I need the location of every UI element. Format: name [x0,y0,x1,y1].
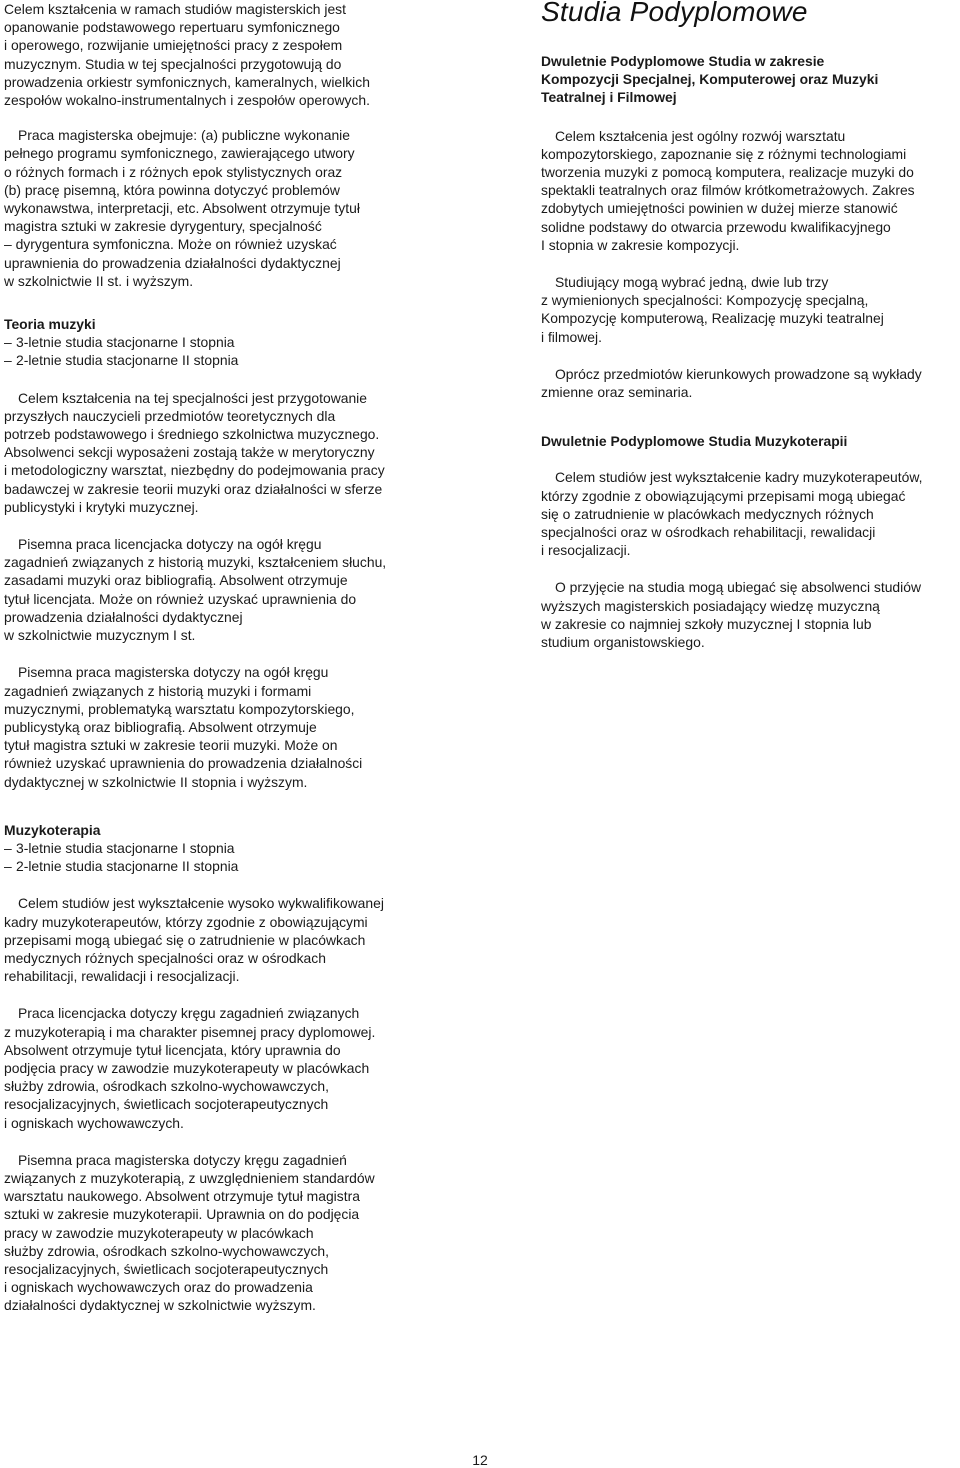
music-therapy-level-item: – 2-letnie studia stacjonarne II stopnia [4,858,239,875]
composition-postgrad-section [541,52,959,401]
therapy-postgrad-paragraph-1: Celem studiów jest wykształcenie kadry muzykoterapeutów, którzy zgodnie z obowiązującymi przepisami mogą ubiegać się o zatrudnienie w placówkach medycznych różnych specjalności oraz w ośrodkach rehabilitacji, rewalidacji i resocjalizacji. [541,469,923,559]
conducting-thesis-paragraph: Praca magisterska obejmuje: (a) publiczne wykonanie pełnego programu symfonicznego, zawierającego utwory o różnych formach i z różnych epok stylistycznych oraz (b) pracę pisemną, która powinna dotyczyć problemów wykonawstwa, interpretacji, etc. Absolwent otrzymuje tytuł magistra sztuki w zakresie dyrygentury, specjalność – dyrygentura symfoniczna. Może on również uzyskać uprawnienia do prowadzenia działalności dydaktycznej w szkolnictwie II st. i wyższym. [4,127,360,289]
therapy-postgrad-section [541,432,959,651]
composition-postgrad-paragraph-2: Studiujący mogą wybrać jedną, dwie lub trzy z wymienionych specjalności: Kompozycję specjalną, Kompozycję komputerową, Realizację muzyki teatralnej i filmowej. [541,274,884,345]
theory-section [4,315,434,791]
theory-paragraph-2: Pisemna praca licencjacka dotyczy na ogół kręgu zagadnień związanych z historią muzyki, kształceniem słuchu, zasadami muzyki oraz bibliografią. Absolwent otrzymuje tytuł licencjata. Może on również uzyskać uprawnienia do prowadzenia działalności dydaktycznej w szkolnictwie muzycznym I st. [4,536,387,644]
theory-heading: Teoria muzyki [4,316,96,333]
theory-level-label: 3-letnie studia stacjonarne I stopnia [16,334,235,351]
therapy-postgrad-heading: Dwuletnie Podyplomowe Studia Muzykoterapii [541,433,848,450]
music-therapy-paragraph-1: Celem studiów jest wykształcenie wysoko wykwalifikowanej kadry muzykoterapeutów, którzy zgodnie z obowiązującymi przepisami mogą ubiegać się o zatrudnienie w placówkach medycznych różnych specjalności oraz w ośrodkach rehabilitacji, rewalidacji i resocjalizacji. [4,895,384,985]
music-therapy-level-label: 2-letnie studia stacjonarne II stopnia [16,858,239,875]
music-therapy-level-label: 3-letnie studia stacjonarne I stopnia [16,839,235,856]
left-column [4,0,434,1315]
theory-level-item: – 3-letnie studia stacjonarne I stopnia [4,334,235,351]
therapy-postgrad-paragraph-2: O przyjęcie na studia mogą ubiegać się absolwenci studiów wyższych magisterskich posiadający wiedzę muzyczną w zakresie co najmniej szkoły muzycznej I stopnia lub studium organistowskiego. [541,579,921,651]
music-therapy-section [4,821,434,1315]
theory-level-item: – 2-letnie studia stacjonarne II stopnia [4,352,239,369]
composition-postgrad-heading: Dwuletnie Podyplomowe Studia w zakresie Kompozycji Specjalnej, Komputerowej oraz Muzyki Teatralnej i Filmowej [541,53,879,106]
conducting-intro-paragraph: Celem kształcenia w ramach studiów magisterskich jest opanowanie podstawowego repertuaru symfonicznego i operowego, rozwijanie umiejętności pracy z zespołem muzycznym. Studia w tej specjalności przygotowują do prowadzenia orkiestr symfonicznych, kameralnych, wielkich zespołów wokalno-instrumentalnych i zespołów operowych. [4,1,370,109]
theory-paragraph-3: Pisemna praca magisterska dotyczy na ogół kręgu zagadnień związanych z historią muzyki i formami muzycznymi, problematyką warsztatu kompozytorskiego, publicystyką oraz bibliografią. Absolwent otrzymuje tytuł magistra sztuki w zakresie teorii muzyki. Może on również uzyskać uprawnienia do prowadzenia działalności dydaktycznej w szkolnictwie II stopnia i wyższym. [4,664,363,790]
theory-levels-list [4,333,434,369]
music-therapy-levels-list [4,839,434,875]
page-number: 12 [472,1452,488,1468]
music-therapy-level-item: – 3-letnie studia stacjonarne I stopnia [4,839,235,856]
composition-postgrad-paragraph-3: Oprócz przedmiotów kierunkowych prowadzone są wykłady zmienne oraz seminaria. [541,365,922,401]
theory-level-label: 2-letnie studia stacjonarne II stopnia [16,352,239,369]
music-therapy-heading: Muzykoterapia [4,821,101,838]
music-therapy-paragraph-2: Praca licencjacka dotyczy kręgu zagadnień związanych z muzykoterapią i ma charakter pisemnej pracy dyplomowej. Absolwent otrzymuje tytuł licencjata, który uprawnia do podjęcia pracy w zawodzie muzykoterapeuty w placówkach służby zdrowia, ośrodkach szkolno-wychowawczych, resocjalizacyjnych, świetlicach socjoterapeutycznych i ogniskach wychowawczych. [4,1005,376,1131]
theory-paragraph-1: Celem kształcenia na tej specjalności jest przygotowanie przyszłych nauczycieli przedmiotów teoretycznych dla potrzeb podstawowego i średniego szkolnictwa muzycznego. Absolwenci sekcji wyposażeni zostają także w merytoryczny i metodologiczny warsztat, niezbędny do podejmowania pracy badawczej w zakresie teorii muzyki oraz działalności w sferze publicystyki i krytyki muzycznej. [4,389,385,515]
composition-postgrad-paragraph-1: Celem kształcenia jest ogólny rozwój warsztatu kompozytorskiego, zapoznanie się z różnymi technologiami tworzenia muzyki z pomocą komputera, realizacje muzyki do spektakli teatralnych oraz filmów krótkometrażowych. Zakres zdobytych umiejętności powinien w dużej mierze stanowić solidne podstawy do otwarcia przewodu kwalifikacyjnego I stopnia w zakresie kompozycji. [541,127,915,253]
music-therapy-paragraph-3: Pisemna praca magisterska dotyczy kręgu zagadnień związanych z muzykoterapią, z uwzględnieniem standardów warsztatu naukowego. Absolwent otrzymuje tytuł magistra sztuki w zakresie muzykoterapii. Uprawnia on do podjęcia pracy w zawodzie muzykoterapeuty w placówkach służby zdrowia, ośrodkach szkolno-wychowawczych, resocjalizacyjnych, świetlicach socjoterapeutycznych i ogniskach wychowawczych oraz do prowadzenia działalności dydaktycznej w szkolnictwie wyższym. [4,1151,375,1314]
postgraduate-title: Studia Podyplomowe [541,0,808,27]
right-column [541,0,959,651]
